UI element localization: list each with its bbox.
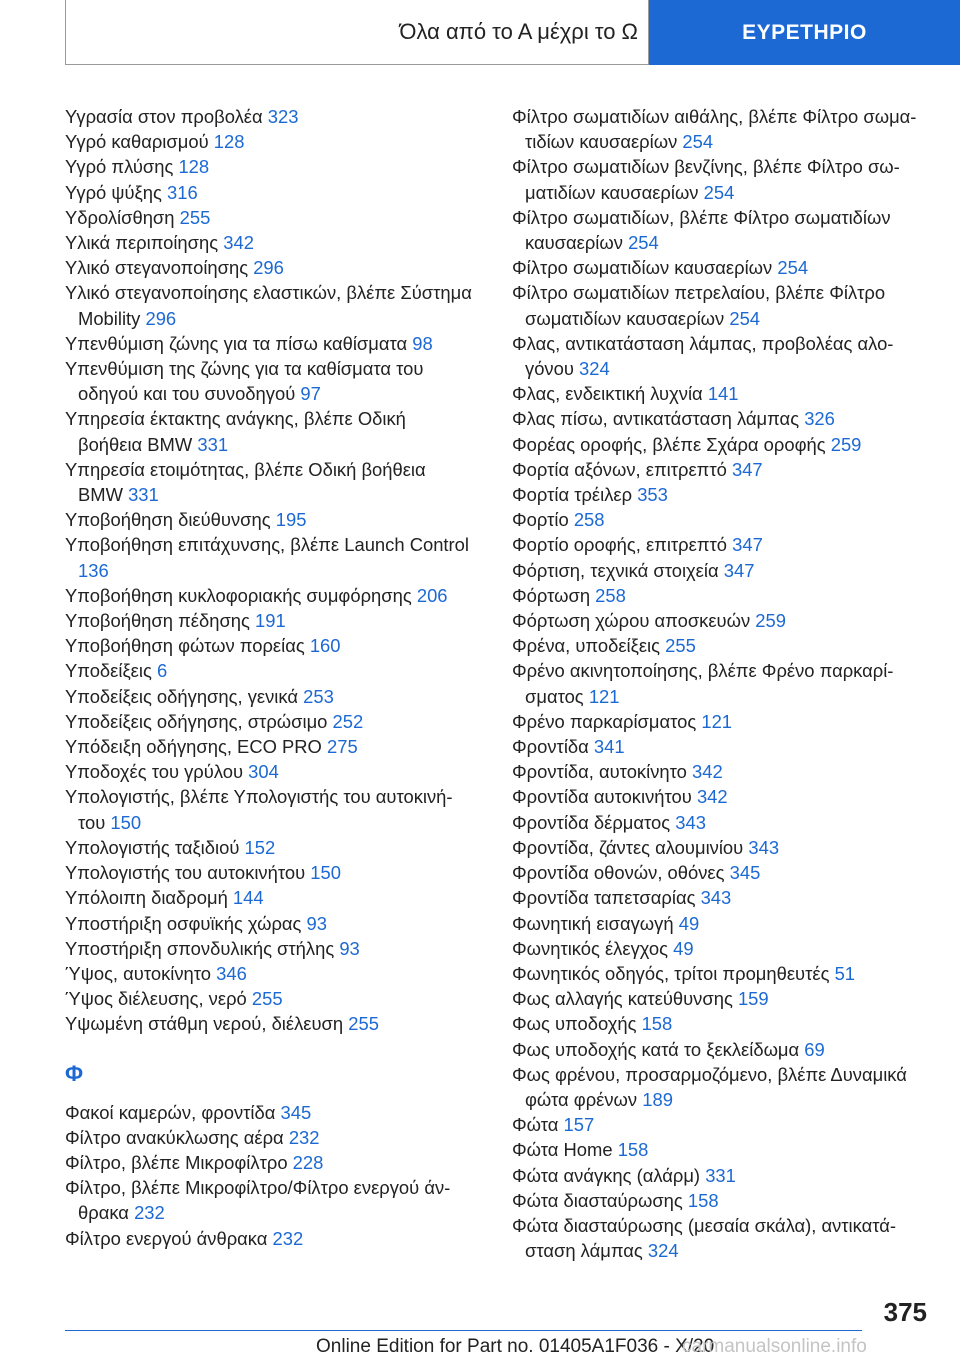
index-entry-text: Υπενθύμιση της ζώνης για τα καθίσματα του οδηγού και του συνοδηγού (65, 358, 424, 405)
section-letter: Φ (65, 1061, 84, 1087)
index-entry-page-link[interactable]: 49 (678, 912, 700, 934)
index-entry (512, 936, 932, 961)
index-entry-page-link[interactable]: 189 (642, 1088, 673, 1110)
index-entry-page-link[interactable]: 121 (701, 710, 733, 732)
index-entry-page-link[interactable]: 323 (267, 106, 299, 127)
index-entry-page-link[interactable]: 345 (729, 862, 761, 884)
index-entry-text: Υπολογιστής ταξιδιού (65, 836, 240, 858)
footer-edition: Online Edition for Part no. 01405A1F036 - X/20 (316, 1336, 715, 1357)
index-entry-text: Φορτίο (512, 509, 569, 531)
index-entry-page-link[interactable]: 93 (306, 912, 327, 934)
index-entry-text: Φρένα, υποδείξεις (512, 635, 660, 657)
index-entry-text: Φορτίο οροφής, επιτρεπτό (512, 534, 728, 556)
index-entry-page-link[interactable]: 232 (288, 1126, 320, 1148)
index-entry-text: Υγρασία στον προβολέα (65, 106, 263, 127)
index-entry (512, 784, 932, 809)
index-entry-text: Φορτία τρέιλερ (512, 484, 633, 506)
index-entry (512, 280, 932, 330)
index-entry-text: Φως υποδοχής (512, 1013, 637, 1035)
index-entry-text: Υποδείξεις οδήγησης, στρώσιμο (65, 710, 328, 732)
index-entry-page-link[interactable]: 343 (700, 887, 732, 909)
index-entry-page-link[interactable]: 296 (253, 257, 284, 279)
index-entry-text: Υποστήριξη σπονδυλικής στήλης (65, 937, 335, 959)
index-entry-text: Φρένο ακινητοποίησης, βλέπε Φρένο παρκαρί-σματος (512, 660, 894, 707)
index-entry (512, 154, 932, 204)
index-entry-page-link[interactable]: 296 (145, 307, 177, 329)
index-entry-page-link[interactable]: 324 (579, 358, 610, 380)
index-entry (512, 633, 932, 658)
index-entry (65, 961, 475, 986)
index-column-right (512, 104, 932, 1263)
index-entry (65, 507, 475, 532)
index-entry (65, 230, 475, 255)
index-entry (512, 1188, 932, 1213)
index-entry-page-link[interactable]: 343 (748, 836, 780, 858)
index-entry-page-link[interactable]: 254 (729, 307, 761, 329)
index-entry-text: Υπηρεσία έκτακτης ανάγκης, βλέπε Οδική βοήθεια BMW (65, 408, 406, 455)
index-entry-page-link[interactable]: 49 (673, 937, 694, 959)
index-entry (512, 532, 932, 557)
index-entry-text: Υγρό καθαρισμού (65, 131, 209, 153)
index-entry-text: Υποδοχές του γρύλου (65, 761, 244, 783)
index-entry-text: Ύψος, αυτοκίνητο (65, 962, 212, 984)
index-entry (65, 154, 475, 179)
index-entry-page-link[interactable]: 254 (628, 232, 659, 254)
index-entry (65, 1011, 475, 1036)
index-entry (512, 1037, 932, 1062)
index-entry (65, 658, 475, 683)
index-entry (65, 331, 475, 356)
index-entry (65, 734, 475, 759)
index-entry (512, 1163, 932, 1188)
index-entry (512, 507, 932, 532)
index-entry-page-link[interactable]: 158 (687, 1189, 719, 1211)
index-entry-page-link[interactable]: 150 (310, 862, 341, 884)
index-entry-page-link[interactable]: 136 (78, 559, 109, 581)
index-entry-text: Υπόδειξη οδήγησης, ECO PRO (65, 736, 322, 758)
index-entry (65, 784, 475, 834)
index-entry-text: Υλικά περιποίησης (65, 232, 219, 254)
index-entry-text: Φόρτωση (512, 584, 591, 606)
index-entry (512, 331, 932, 381)
index-entry-text: Φροντίδα ταπετσαρίας (512, 887, 696, 909)
index-entry-page-link[interactable]: 331 (128, 484, 159, 506)
index-entry-page-link[interactable]: 141 (707, 383, 739, 405)
index-entry (65, 406, 475, 456)
index-entry (65, 457, 475, 507)
index-entry-text: Φίλτρο ανακύκλωσης αέρα (65, 1126, 284, 1148)
index-entry-page-link[interactable]: 150 (110, 811, 142, 833)
index-entry-page-link[interactable]: 6 (156, 660, 168, 682)
index-entry-page-link[interactable]: 324 (647, 1240, 679, 1262)
index-entry-page-link[interactable]: 252 (332, 710, 364, 732)
index-entry (512, 457, 932, 482)
index-entry-text: Υγρό πλύσης (65, 156, 174, 178)
index-entry-text: Φορέας οροφής, βλέπε Σχάρα οροφής (512, 433, 826, 455)
index-entry-page-link[interactable]: 342 (696, 786, 728, 808)
index-entry-text: Φώτα διασταύρωσης (512, 1189, 683, 1211)
index-entry (65, 532, 475, 582)
index-entry-text: Φίλτρο, βλέπε Μικροφίλτρο/Φίλτρο ενεργού άν-θρακα (65, 1177, 451, 1224)
index-entry-text: Φόρτωση χώρου αποσκευών (512, 610, 751, 632)
index-entry-page-link[interactable]: 206 (416, 584, 448, 606)
index-entry (65, 1150, 475, 1175)
index-entry (512, 255, 932, 280)
index-entry-text: Υποστήριξη οσφυϊκής χώρας (65, 912, 302, 934)
index-entry (512, 432, 932, 457)
index-entry (512, 911, 932, 936)
index-entry-page-link[interactable]: 128 (178, 156, 210, 178)
index-entry (512, 1011, 932, 1036)
index-entry-page-link[interactable]: 353 (637, 484, 668, 506)
index-entry-page-link[interactable]: 128 (213, 131, 245, 153)
footer-watermark: carmanualsonline.info (682, 1336, 867, 1357)
index-entry (65, 860, 475, 885)
index-entry-text: Φροντίδα, αυτοκίνητο (512, 761, 687, 783)
index-entry-text: Φρένο παρκαρίσματος (512, 710, 697, 732)
tab-a-to-z-label: Όλα από το Α μέχρι το Ω (399, 19, 638, 44)
index-entry (65, 1226, 475, 1251)
index-entry-page-link[interactable]: 158 (641, 1013, 673, 1035)
index-entry-page-link[interactable]: 254 (682, 131, 714, 153)
index-entry-page-link[interactable]: 258 (595, 584, 626, 606)
index-entry (512, 835, 932, 860)
index-entry (65, 885, 475, 910)
index-entry (512, 1137, 932, 1162)
index-entry-text: Υποβοήθηση κυκλοφοριακής συμφόρησης (65, 584, 412, 606)
index-entry (512, 734, 932, 759)
index-entry-text: Φώτα (512, 1114, 559, 1136)
index-entry-page-link[interactable]: 255 (348, 1013, 379, 1035)
index-entry-page-link[interactable]: 191 (255, 610, 286, 632)
index-entry (65, 936, 475, 961)
index-entry-page-link[interactable]: 347 (732, 534, 763, 556)
index-entry-page-link[interactable]: 93 (339, 937, 360, 959)
index-entry-page-link[interactable]: 258 (573, 509, 605, 531)
index-entry-page-link[interactable]: 259 (755, 610, 786, 632)
index-entry-text: Φωνητικός οδηγός, τρίτοι προμηθευτές (512, 962, 830, 984)
index-entry-text: Φωνητικός έλεγχος (512, 937, 669, 959)
index-entry-text: Φίλτρο σωματιδίων καυσαερίων (512, 257, 773, 279)
index-entry-page-link[interactable]: 275 (327, 736, 358, 758)
index-entry-page-link[interactable]: 232 (272, 1227, 304, 1249)
index-entry-text: Ύψος διέλευσης, νερό (65, 988, 247, 1010)
index-entry-text: Υψωμένη στάθμη νερού, διέλευση (65, 1013, 344, 1035)
index-entry-page-link[interactable]: 232 (134, 1202, 165, 1224)
index-entry (512, 759, 932, 784)
index-entry-text: Υλικό στεγανοποίησης ελαστικών, βλέπε Σύστημα Mobility (65, 282, 472, 329)
index-entry-page-link[interactable]: 331 (705, 1164, 736, 1186)
index-entry (65, 1100, 475, 1125)
index-entry-text: Υποδείξεις (65, 660, 152, 682)
index-entry-page-link[interactable]: 316 (167, 181, 198, 203)
index-entry-text: Υπόλοιπη διαδρομή (65, 887, 228, 909)
index-entry-text: Φίλτρο σωματιδίων πετρελαίου, βλέπε Φίλτρο σωματιδίων καυσαερίων (512, 282, 886, 329)
index-entry-page-link[interactable]: 144 (232, 887, 264, 909)
index-entry-text: Υδρολίσθηση (65, 206, 175, 228)
footer-divider (65, 1330, 862, 1331)
index-entry-text: Φώτα Home (512, 1139, 613, 1161)
index-entry-page-link[interactable]: 254 (777, 257, 809, 279)
index-entry-text: Φως φρένου, προσαρμοζόμενο, βλέπε Δυναμικά φώτα φρένων (512, 1063, 907, 1110)
index-entry-text: Υλικό στεγανοποίησης (65, 257, 249, 279)
index-entry-text: Υποβοήθηση πέδησης (65, 610, 250, 632)
index-entry-text: Φροντίδα (512, 736, 589, 758)
index-entry-text: Φλας, ενδεικτική λυχνία (512, 383, 703, 405)
index-entry (65, 835, 475, 860)
index-entry (65, 608, 475, 633)
index-entry (512, 558, 932, 583)
index-entry-text: Φωνητική εισαγωγή (512, 912, 674, 934)
header-tabs (65, 0, 960, 65)
index-entry-page-link[interactable]: 341 (593, 736, 625, 758)
index-entry-text: Υποβοήθηση επιτάχυνσης, βλέπε Launch Control (65, 534, 469, 556)
index-entry-text: Φορτία αξόνων, επιτρεπτό (512, 458, 727, 480)
index-entry-page-link[interactable]: 331 (197, 433, 229, 455)
index-entry (65, 684, 475, 709)
index-entry (512, 104, 932, 154)
index-entry (65, 280, 475, 330)
index-entry-text: Φροντίδα αυτοκινήτου (512, 786, 692, 808)
index-entry-page-link[interactable]: 195 (275, 509, 307, 531)
index-entry-page-link[interactable]: 326 (804, 408, 835, 430)
tab-index[interactable] (649, 0, 960, 65)
index-entry (65, 1175, 475, 1225)
index-entry-text: Υποβοήθηση φώτων πορείας (65, 635, 305, 657)
index-entry (512, 1112, 932, 1137)
index-entry-text: Φλας, αντικατάσταση λάμπας, προβολέας αλο-γόνου (512, 332, 894, 380)
index-entry (65, 104, 475, 129)
index-entry (512, 583, 932, 608)
index-entry-page-link[interactable]: 347 (731, 458, 763, 480)
index-entry (512, 860, 932, 885)
index-entry (512, 381, 932, 406)
index-entry (512, 608, 932, 633)
index-entry-page-link[interactable]: 259 (830, 433, 862, 455)
index-entry-text: Φίλτρο σωματιδίων, βλέπε Φίλτρο σωματιδίων καυσαερίων (512, 206, 891, 254)
index-entry-page-link[interactable]: 158 (617, 1139, 649, 1161)
index-entry-text: Φώτα ανάγκης (αλάρμ) (512, 1164, 701, 1186)
index-entry-text: Υπενθύμιση ζώνης για τα πίσω καθίσματα (65, 332, 408, 354)
index-entry-page-link[interactable]: 255 (251, 988, 283, 1010)
index-entry-page-link[interactable]: 343 (675, 811, 706, 833)
index-entry-page-link[interactable]: 97 (300, 383, 321, 405)
index-entry (65, 205, 475, 230)
index-entry-page-link[interactable]: 255 (665, 635, 696, 657)
index-entry-text: Φροντίδα δέρματος (512, 811, 671, 833)
index-entry (65, 356, 475, 406)
index-entry-page-link[interactable]: 152 (244, 836, 276, 858)
index-entry (512, 961, 932, 986)
tab-a-to-z[interactable] (65, 0, 649, 65)
index-entry-page-link[interactable]: 121 (588, 685, 620, 707)
index-entry-text: Υπολογιστής του αυτοκινήτου (65, 862, 306, 884)
index-entry-page-link[interactable]: 346 (216, 962, 247, 984)
index-entry-page-link[interactable]: 304 (248, 761, 279, 783)
index-entry-page-link[interactable]: 342 (223, 232, 254, 254)
index-entry-page-link[interactable]: 51 (834, 962, 856, 984)
index-entry-page-link[interactable]: 157 (563, 1114, 595, 1136)
index-entry (65, 180, 475, 205)
index-entry-text: Υποβοήθηση διεύθυνσης (65, 509, 271, 531)
index-entry (512, 986, 932, 1011)
page-number: 375 (883, 1297, 927, 1327)
index-entry (512, 406, 932, 431)
index-entry-text: Φως υποδοχής κατά το ξεκλείδωμα (512, 1038, 800, 1060)
index-entry (65, 633, 475, 658)
index-entry (65, 129, 475, 154)
index-entry-page-link[interactable]: 347 (723, 559, 755, 581)
index-entry (65, 1125, 475, 1150)
tab-index-label: ΕΥΡΕΤΗΡΙΟ (742, 20, 867, 44)
index-entry-text: Υγρό ψύξης (65, 181, 162, 203)
index-entry (65, 911, 475, 936)
index-entry-text: Φίλτρο σωματιδίων βενζίνης, βλέπε Φίλτρο σω-ματιδίων καυσαερίων (512, 156, 900, 203)
index-entry-page-link[interactable]: 342 (691, 761, 723, 783)
index-entry (512, 885, 932, 910)
index-entry-text: Φίλτρο, βλέπε Μικροφίλτρο (65, 1151, 288, 1173)
index-entry (65, 709, 475, 734)
index-entry-page-link[interactable]: 98 (412, 332, 433, 354)
index-entry-text: Φως αλλαγής κατεύθυνσης (512, 988, 733, 1010)
index-entry-page-link[interactable]: 228 (292, 1151, 324, 1173)
index-entry-text: Φίλτρο ενεργού άνθρακα (65, 1227, 268, 1249)
index-entry (512, 658, 932, 708)
index-entry-text: Φίλτρο σωματιδίων αιθάλης, βλέπε Φίλτρο σωμα-τιδίων καυσαερίων (512, 106, 917, 153)
index-entry-text: Φακοί καμερών, φροντίδα (65, 1101, 276, 1123)
index-entry (512, 205, 932, 255)
index-column-left (65, 104, 475, 1251)
index-entry-page-link[interactable]: 253 (303, 685, 334, 707)
index-entry (65, 583, 475, 608)
index-entry-text: Υπηρεσία ετοιμότητας, βλέπε Οδική βοήθεια BMW (65, 458, 426, 506)
index-entry-page-link[interactable]: 255 (179, 206, 211, 228)
index-entry-text: Υποδείξεις οδήγησης, γενικά (65, 685, 298, 707)
index-entry-text: Φροντίδα οθονών, οθόνες (512, 862, 725, 884)
index-entry-text: Φλας πίσω, αντικατάσταση λάμπας (512, 408, 800, 430)
index-entry (512, 1213, 932, 1263)
index-entry-page-link[interactable]: 160 (309, 635, 341, 657)
index-entry (65, 255, 475, 280)
index-entry-text: Φώτα διασταύρωσης (μεσαία σκάλα), αντικατά-σταση λάμπας (512, 1214, 897, 1262)
index-entry-page-link[interactable]: 69 (804, 1038, 825, 1060)
index-entry-text: Φόρτιση, τεχνικά στοιχεία (512, 559, 719, 581)
index-entry-text: Υπολογιστής, βλέπε Υπολογιστής του αυτοκινή-του (65, 786, 453, 833)
index-entry (512, 709, 932, 734)
index-entry (512, 482, 932, 507)
index-entry (65, 986, 475, 1011)
index-entry-page-link[interactable]: 254 (703, 181, 735, 203)
index-entry-text: Φροντίδα, ζάντες αλουμινίου (512, 836, 744, 858)
index-entry (512, 1062, 932, 1112)
index-entry (512, 810, 932, 835)
index-entry-page-link[interactable]: 159 (737, 988, 769, 1010)
footer (0, 1336, 960, 1362)
index-entry (65, 759, 475, 784)
index-entry-page-link[interactable]: 345 (280, 1101, 312, 1123)
